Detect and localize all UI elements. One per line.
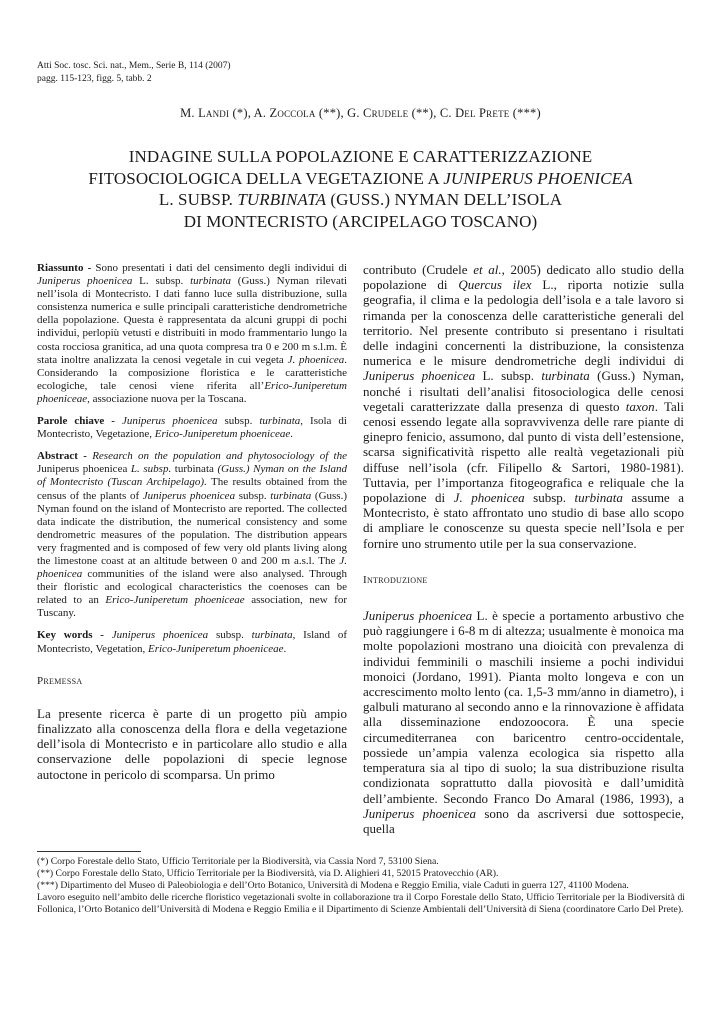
left-column [37,262,347,791]
footnote-4: Lavoro eseguito nell’ambito delle ricerche floristico vegetazionali svolte in collaborazione tra il Corpo Forestale dello Stato, Ufficio Territoriale per la Biodiversità di Follonica, l’Orto Botanico dell’Università di Modena e Reggio Emilia e il Dipartimento di Scienze Ambientali dell’Università di Siena (coordinatore Carlo Del Prete). [37,892,685,915]
premessa-continued-paragraph: contributo (Crudele et al., 2005) dedicato allo studio della popolazione di Quercus ilex L., riporta notizie sulla geografia, il clima e la pedologia dell’isola e a tale lavoro si rimanda per la conoscenza delle caratteristiche generali del territorio. Nel presente contributo si presentano i risultati delle indagini concernenti la distribuzione, la consistenza numerica e le misure dendrometriche degli individui di Juniperus phoenicea L. subsp. turbinata (Guss.) Nyman, nonché i risultati dell’analisi fitosociologica delle cenosi vegetali caratterizzate dalla presenza di questo taxon. Tali cenosi essendo legate alla sopravvivenza delle rare piante di ginepro fenicio, assumono, dal punto di vista dell’estensione, scarsa significatività rispetto alle realtà vegetazionali più diffuse nell’isola (cfr. Filipello & Sartori, 1980-1981). Tuttavia, per l’importanza fitogeografica e reliquale che la popolazione di J. phoenicea subsp. turbinata assume a Montecristo, è stato affrontato uno studio di base allo scopo di ampliare le conoscenze su questa specie nell’Isola e per fornire uno strumento utile per la sua conservazione. [363,262,684,551]
premessa-paragraph: La presente ricerca è parte di un progetto più ampio finalizzato alla conoscenza della flora e della vegetazione dell’isola di Montecristo e in particolare allo studio e alla conservazione delle popolazioni di specie legnose autoctone in pericolo di scomparsa. Un primo [37,705,347,782]
footnote-divider [37,851,141,852]
abstract-paragraph: Abstract - Research on the population and phytosociology of the Juniperus phoenicea L. subsp. turbinata (Guss.) Nyman on the Island of Montecristo (Tuscan Archipelago). The results obtained from the census of the plants of Juniperus phoenicea subsp. turbinata (Guss.) Nyman found on the island of Montecristo are reported. The collected data indicate the distribution, the numerical consistency and some dendrometric measures of the population. The distribution appears very fragmented and is composed of few very old plants living along the limestone coast at an altitude between 0 and 200 m a.s.l. The J. phoenicea communities of the island were also analysed. Through their floristic and ecological characteristics the coenoses can be related to an Erico-Juniperetum phoeniceae association, new for Tuscany. [37,450,348,620]
footnote-1: (*) Corpo Forestale dello Stato, Ufficio Territoriale per la Biodiversità, via Cassia Nord 7, 53100 Siena. [37,856,439,867]
footnote-2: (**) Corpo Forestale dello Stato, Ufficio Territoriale per la Biodiversità, via D. Alighieri 41, 52015 Pratovecchio (AR). [37,868,499,879]
key-words-paragraph: Key words - Juniperus phoenicea subsp. turbinata, Island of Montecristo, Vegetation, Erico-Juniperetum phoeniceae. [37,629,348,655]
riassunto-paragraph: Riassunto - Sono presentati i dati del censimento degli individui di Juniperus phoenicea L. subsp. turbinata (Guss.) Nyman rilevati nell’isola di Montecristo. I dati fanno luce sulla distribuzione, sulla consistenza numerica e sulle principali caratteristiche dendrometriche della popolazione. Questa è rappresentata da alcuni gruppi di pochi individui, perlopiù vetusti e distribuiti in modo frammentario lungo la costa rocciosa granitica, ad una quota compresa tra 0 e 200 m s.l.m. È stata inoltre analizzata la cenosi vegetale in cui vegeta J. phoenicea. Considerando la composizione floristica e le caratteristiche ecologiche, tale cenosi viene riferita all’Erico-Juniperetum phoeniceae, associazione nuova per la Toscana. [37,262,348,405]
footnote-3: (***) Dipartimento del Museo di Paleobiologia e dell’Orto Botanico, Università di Modena e Reggio Emilia, viale Caduti in guerra 127, 41100 Modena. [37,880,629,891]
journal-header [37,60,231,85]
page-info: pagg. 115-123, figg. 5, tabb. 2 [37,73,152,84]
authors: M. Landi (*), A. Zoccola (**), G. Crudele (**), C. Del Prete (***) [180,106,541,120]
journal-citation: Atti Soc. tosc. Sci. nat., Mem., Serie B, 114 (2007) [37,61,231,71]
article-title: INDAGINE SULLA POPOLAZIONE E CARATTERIZZAZIONE FITOSOCIOLOGICA DELLA VEGETAZIONE A JUNIPERUS PHOENICEA L. SUBSP. TURBINATA (GUSS.) NYMAN DELL’ISOLA DI MONTECRISTO (ARCIPELAGO TOSCANO) [88,147,633,231]
right-column [363,262,684,836]
introduzione-paragraph: Juniperus phoenicea L. è specie a portamento arbustivo che può raggiungere i 6-8 m di altezza; usualmente è monoica ma molte popolazioni mostrano una dioicità con prevalenza di individui femminili o maschili insieme a pochi individui monoici (Jordano, 1991). Pianta molto longeva e con un accrescimento molto lento (ca. 1,5-3 mm/anno in diametro), i galbuli maturano al secondo anno e la rinnovazione è affidata alla disseminazione endozoocora. È una specie circumediterranea con baricentro centro-occidentale, possiede un’ampia valenza ecologica sia rispetto alla temperatura sia al tipo di suolo; la sua distribuzione risulta condizionata soprattutto dalla piovosità e dall’umidità dell’ambiente. Secondo Franco Do Amaral (1986, 1993), a Juniperus phoenicea sono da ascriversi due sottospecie, quella [363,608,684,836]
introduzione-heading: Introduzione [363,573,428,586]
premessa-heading: Premessa [37,674,83,687]
footnotes [37,856,685,916]
parole-chiave-paragraph: Parole chiave - Juniperus phoenicea subsp. turbinata, Isola di Montecristo, Vegetazione, Erico-Juniperetum phoeniceae. [37,415,347,441]
